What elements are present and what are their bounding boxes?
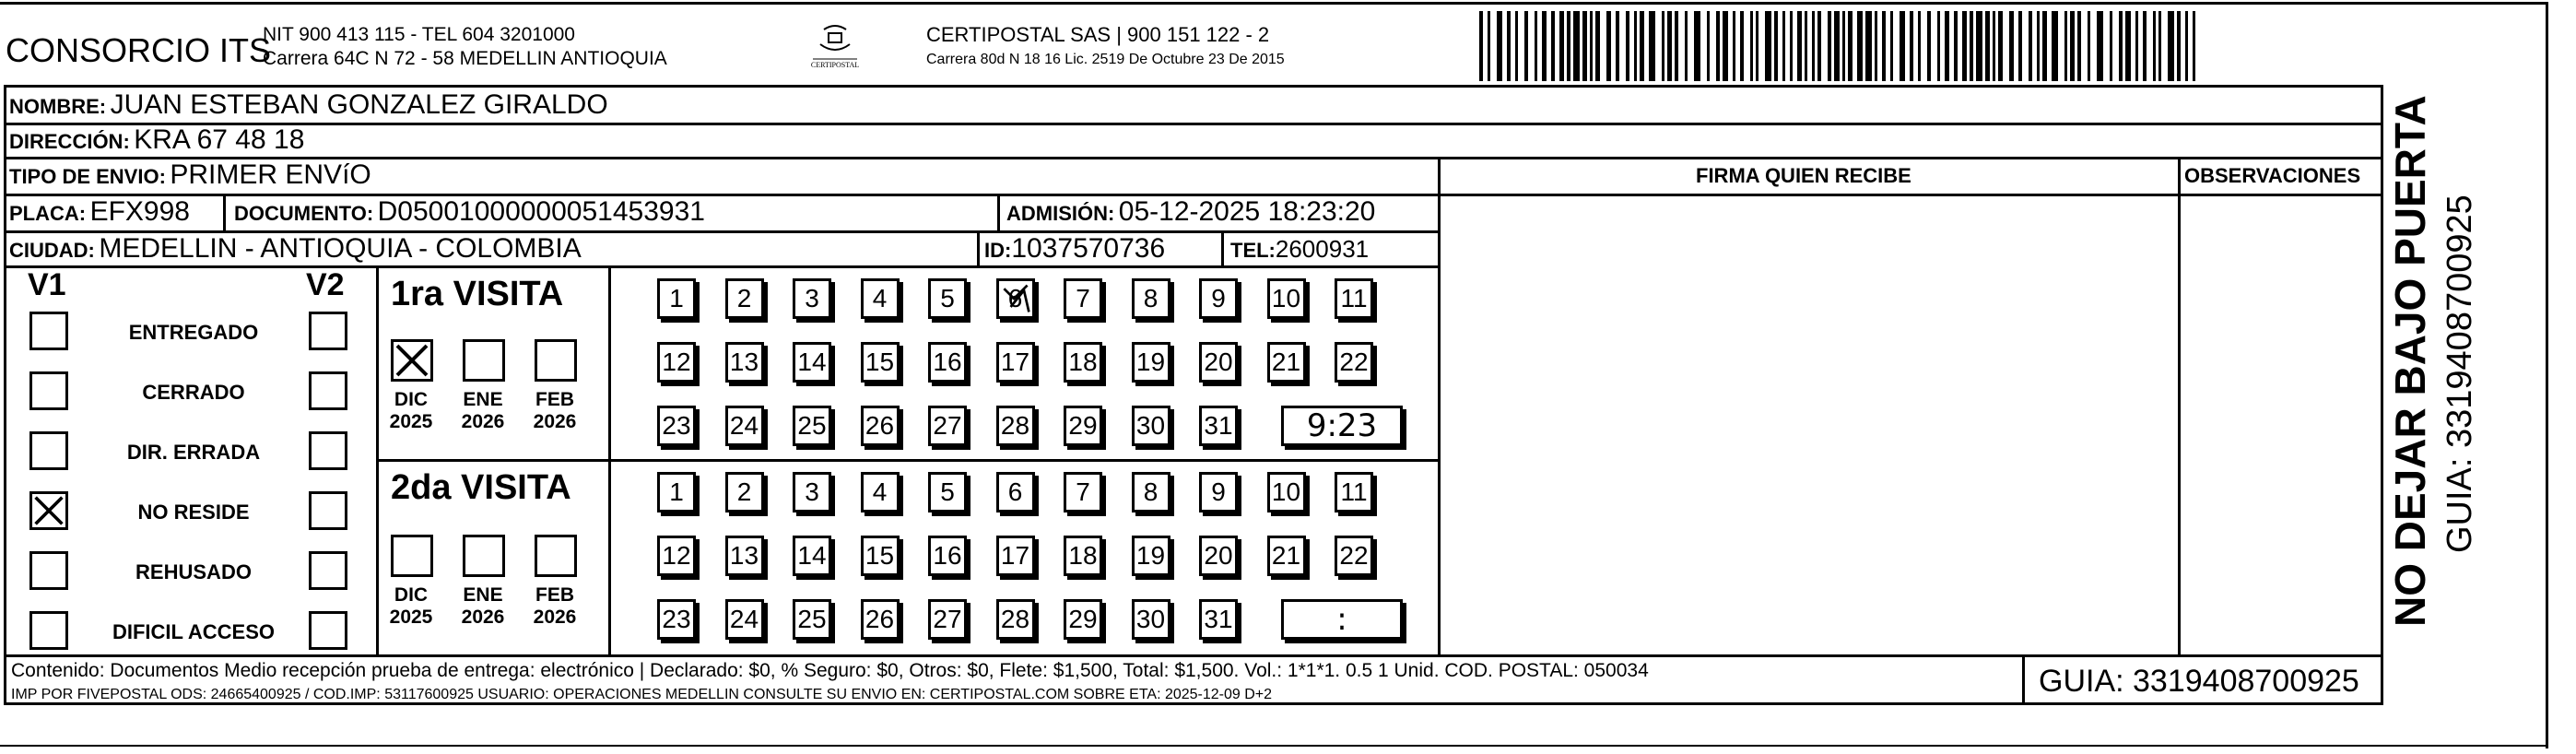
x-mark-icon	[394, 342, 430, 379]
visit2-day-box[interactable]: 27	[928, 599, 967, 640]
visit1-day-box[interactable]: 23	[657, 406, 696, 446]
col-line	[2022, 654, 2025, 705]
page-bottom-border	[0, 745, 2548, 747]
visit1-day-box[interactable]: 11	[1335, 278, 1373, 319]
status-v1-checkbox[interactable]	[29, 491, 68, 530]
visit1-day-box[interactable]: 31	[1199, 406, 1238, 446]
visit2-day-box[interactable]: 12	[657, 536, 696, 576]
company-line2: Carrera 64C N 72 - 58 MEDELLIN ANTIOQUIA	[263, 48, 667, 69]
side-warning: NO DEJAR BAJO PUERTA	[2386, 95, 2434, 627]
visit1-day-box[interactable]: 5	[928, 278, 967, 319]
visit1-month-label: ENE 2026	[461, 389, 505, 432]
documento-field: DOCUMENTO: D05001000000051453931	[234, 196, 705, 227]
tipo-envio-field: TIPO DE ENVIO: PRIMER ENVíO	[9, 159, 371, 190]
visit2-day-box[interactable]: 14	[793, 536, 831, 576]
visit2-day-box[interactable]: 13	[725, 536, 764, 576]
visit2-day-box[interactable]: 30	[1132, 599, 1170, 640]
visit1-day-box[interactable]: 15	[861, 342, 900, 383]
visit1-day-box[interactable]: 17	[996, 342, 1035, 383]
col-line	[997, 194, 1000, 230]
visit1-day-box[interactable]: 2	[725, 278, 764, 319]
visit1-day-box[interactable]: 8	[1132, 278, 1170, 319]
id-field: ID:1037570736	[984, 233, 1166, 264]
visit1-day-box[interactable]: 18	[1064, 342, 1102, 383]
visit2-day-box[interactable]: 17	[996, 536, 1035, 576]
status-v1-checkbox[interactable]	[29, 611, 68, 650]
visit2-day-box[interactable]: 21	[1267, 536, 1306, 576]
visit2-day-box[interactable]: 1	[657, 472, 696, 512]
status-v1-checkbox[interactable]	[29, 371, 68, 410]
visit2-title: 2da VISITA	[391, 468, 571, 507]
visit1-day-box[interactable]: 10	[1267, 278, 1306, 319]
admision-field: ADMISIÓN: 05-12-2025 18:23:20	[1006, 196, 1376, 227]
x-mark-icon	[32, 494, 65, 527]
courier-logo	[809, 20, 861, 76]
firma-label: FIRMA QUIEN RECIBE	[1696, 164, 1911, 187]
visit1-day-box[interactable]: 19	[1132, 342, 1170, 383]
barcode-bars-icon	[1479, 11, 2205, 81]
col-line	[977, 230, 980, 265]
col-line	[1221, 230, 1224, 265]
row-line	[4, 654, 2383, 657]
status-option-label: REHUSADO	[135, 560, 252, 583]
visit1-day-box[interactable]: 30	[1132, 406, 1170, 446]
status-v2-checkbox[interactable]	[309, 491, 347, 530]
visit2-month-label: DIC 2025	[389, 584, 433, 628]
visit2-day-box[interactable]: 4	[861, 472, 900, 512]
visit1-day-box[interactable]: 6	[996, 278, 1035, 319]
visit2-time-box[interactable]: :	[1281, 599, 1403, 640]
visit2-day-box[interactable]: 16	[928, 536, 967, 576]
status-option-label: DIFICIL ACCESO	[112, 620, 275, 643]
page-right-border	[2546, 2, 2548, 748]
visit1-day-box[interactable]: 16	[928, 342, 967, 383]
row-line	[376, 459, 610, 462]
visit1-day-box[interactable]: 3	[793, 278, 831, 319]
status-v2-checkbox[interactable]	[309, 611, 347, 650]
visit2-day-box[interactable]: 11	[1335, 472, 1373, 512]
visit1-time-box[interactable]: 9:23	[1281, 406, 1403, 446]
status-option-label: ENTREGADO	[128, 321, 259, 344]
visit2-month-checkbox[interactable]	[463, 535, 505, 577]
row-line	[4, 123, 2383, 125]
row-line	[608, 459, 1440, 462]
status-v2-checkbox[interactable]	[309, 312, 347, 350]
visit2-day-box[interactable]: 29	[1064, 599, 1102, 640]
col-line	[223, 194, 226, 230]
visit1-day-box[interactable]: 4	[861, 278, 900, 319]
visit2-day-box[interactable]: 3	[793, 472, 831, 512]
visit1-day-box[interactable]: 22	[1335, 342, 1373, 383]
visit2-day-box[interactable]: 20	[1199, 536, 1238, 576]
visit2-day-box[interactable]: 22	[1335, 536, 1373, 576]
visit1-day-box[interactable]: 14	[793, 342, 831, 383]
status-option-label: DIR. ERRADA	[126, 441, 261, 464]
visit2-day-box[interactable]: 15	[861, 536, 900, 576]
visit2-day-box[interactable]: 2	[725, 472, 764, 512]
company-line1: NIT 900 413 115 - TEL 604 3201000	[263, 24, 575, 45]
row-line	[4, 265, 1440, 268]
visit2-month-label: FEB 2026	[533, 584, 577, 628]
courier-line2: Carrera 80d N 18 16 Lic. 2519 De Octubre 23 De 2015	[926, 52, 1285, 67]
visit1-day-box[interactable]: 7	[1064, 278, 1102, 319]
visit1-month-checkbox[interactable]	[535, 339, 577, 382]
status-v2-checkbox[interactable]	[309, 431, 347, 470]
footer-guia: GUIA: 3319408700925	[2039, 664, 2359, 699]
visit2-day-box[interactable]: 8	[1132, 472, 1170, 512]
visit1-day-box[interactable]: 12	[657, 342, 696, 383]
status-v1-checkbox[interactable]	[29, 312, 68, 350]
visit1-day-box[interactable]: 27	[928, 406, 967, 446]
visit2-day-box[interactable]: 23	[657, 599, 696, 640]
visit2-day-box[interactable]: 26	[861, 599, 900, 640]
visit2-day-box[interactable]: 24	[725, 599, 764, 640]
visit2-day-box[interactable]: 10	[1267, 472, 1306, 512]
visit1-day-box[interactable]: 28	[996, 406, 1035, 446]
visit1-day-box[interactable]: 9	[1199, 278, 1238, 319]
col-line	[1438, 157, 1441, 655]
ciudad-field: CIUDAD: MEDELLIN - ANTIOQUIA - COLOMBIA	[9, 233, 582, 264]
visit1-month-checkbox[interactable]	[463, 339, 505, 382]
footer-line2: IMP POR FIVEPOSTAL ODS: 24665400925 / COD.IMP: 53117600925 USUARIO: OPERACIONES MEDELLIN CONSULTE SU ENVIO EN: CERTIPOSTAL.COM SOBRE ETA: 2025-12-09 D+2	[11, 687, 1273, 702]
visit2-day-box[interactable]: 5	[928, 472, 967, 512]
status-v1-checkbox[interactable]	[29, 431, 68, 470]
visit1-day-box[interactable]: 29	[1064, 406, 1102, 446]
visit2-month-checkbox[interactable]	[535, 535, 577, 577]
visit2-day-box[interactable]: 18	[1064, 536, 1102, 576]
visit1-day-box[interactable]: 26	[861, 406, 900, 446]
status-option-label: NO RESIDE	[137, 501, 250, 524]
visit2-day-box[interactable]: 25	[793, 599, 831, 640]
footer-line1: Contenido: Documentos Medio recepción prueba de entrega: electrónico | Declarado: $0, % Seguro: $0, Otros: $0, Flete: $1,500, Total: $1,500. Vol.: 1*1*1. 0.5 1 Unid. COD. POSTAL: 050034	[11, 660, 1649, 681]
visit2-month-checkbox[interactable]	[391, 535, 433, 577]
page-top-border	[0, 2, 2546, 5]
status-v2-checkbox[interactable]	[309, 551, 347, 590]
tel-field: TEL:2600931	[1230, 235, 1370, 263]
visit1-day-box[interactable]: 21	[1267, 342, 1306, 383]
v1-label: V1	[28, 267, 66, 302]
visit1-month-checkbox[interactable]	[391, 339, 433, 382]
visit1-month-label: FEB 2026	[533, 389, 577, 432]
barcode	[1479, 11, 2205, 81]
direccion-field: DIRECCIÓN: KRA 67 48 18	[9, 124, 305, 155]
logo-text: CERTIPOSTAL	[810, 61, 860, 69]
visit2-day-box[interactable]: 7	[1064, 472, 1102, 512]
status-option-label: CERRADO	[142, 381, 245, 404]
status-v1-checkbox[interactable]	[29, 551, 68, 590]
visit1-day-box[interactable]: 25	[793, 406, 831, 446]
placa-field: PLACA: EFX998	[9, 196, 190, 227]
visit2-day-box[interactable]: 28	[996, 599, 1035, 640]
visit1-day-box[interactable]: 24	[725, 406, 764, 446]
v2-label: V2	[306, 267, 345, 302]
visit1-day-box[interactable]: 13	[725, 342, 764, 383]
courier-line1: CERTIPOSTAL SAS | 900 151 122 - 2	[926, 23, 1270, 46]
visit2-day-box[interactable]: 19	[1132, 536, 1170, 576]
col-line	[2178, 157, 2181, 655]
status-v2-checkbox[interactable]	[309, 371, 347, 410]
visit2-day-box[interactable]: 9	[1199, 472, 1238, 512]
visit2-month-label: ENE 2026	[461, 584, 505, 628]
day-check-mark-icon	[999, 281, 1032, 316]
visit2-day-box[interactable]: 6	[996, 472, 1035, 512]
side-guia: GUIA: 3319408700925	[2441, 194, 2479, 553]
nombre-field: NOMBRE: JUAN ESTEBAN GONZALEZ GIRALDO	[9, 89, 608, 120]
company-name: CONSORCIO ITS	[6, 31, 272, 69]
visit2-day-box[interactable]: 31	[1199, 599, 1238, 640]
visit1-month-label: DIC 2025	[389, 389, 433, 432]
observaciones-label: OBSERVACIONES	[2184, 164, 2361, 187]
visit1-day-box[interactable]: 1	[657, 278, 696, 319]
visit1-day-box[interactable]: 20	[1199, 342, 1238, 383]
visit1-title: 1ra VISITA	[391, 275, 564, 313]
